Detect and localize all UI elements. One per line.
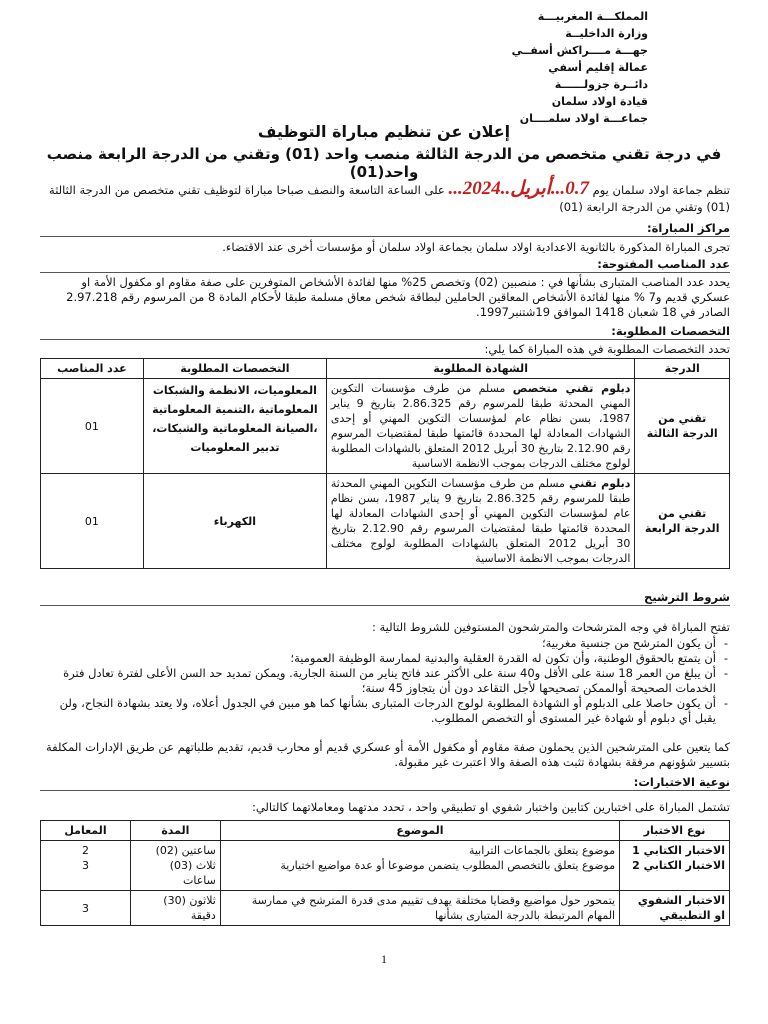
- count-cell: 01: [41, 474, 144, 569]
- page-title: إعلان عن تنظيم مباراة التوظيف: [257, 122, 511, 141]
- subject-cell: [220, 891, 619, 926]
- list-item: - أن يكون حاصلا على الدبلوم أو الشهادة المطلوبة لولوج الدرجات المتبارى بشأنها كما هو مبين في الجدول أعلاه، ولا يعتد بشهادة النجاح، ولن يقبل أي دبلوم أو شهادة غير المستوى أو التخصص المطلوب.: [40, 696, 730, 726]
- intro-paragraph: [40, 180, 730, 216]
- conditions-list-wrap: [40, 636, 730, 726]
- specialties-intro: تحدد التخصصات المطلوبة في هذه المباراة كما يلي:: [484, 342, 730, 356]
- subject: يتمحور حول مواضيع وقضايا مختلفة يهدف تقييم مدى قدرة المترشح في ممارسة المهام المرتبطة بالدرجة المتبارى بشأنها: [251, 894, 616, 922]
- duration: ساعتين (02): [155, 844, 216, 857]
- section-conditions: شروط الترشيح: [40, 590, 730, 606]
- grade-cell: تقني من الدرجة الرابعة: [635, 474, 730, 569]
- col-header-subject: الموضوع: [220, 821, 619, 841]
- grade-cell: تقني من الدرجة الثالثة: [635, 379, 730, 474]
- test-type: الاختبار الكتابي 1: [632, 844, 725, 857]
- diploma-text: مسلم من طرف مؤسسات التكوين المهني المحدثة طبقا للمرسوم رقم 2.86.325 بتاريخ 9 يناير 1987، بسن نظام عام لمؤسسات التكوين المهني أو إحدى الشهادات المعادلة لها المحددة قائمتها طبقا لمقتضيات المرسوم رقم 2.12.90 بتاريخ 30 أبريل 2012 المتعلق بالشهادات المطلوبة لولوج مختلف الدرجات بموجب الانظمة الاساسية: [330, 477, 631, 565]
- col-header-duration: المدة: [130, 821, 220, 841]
- col-header-coefficient: المعامل: [41, 821, 131, 841]
- test-type: الاختبار الشفوي او التطبيقي: [637, 894, 725, 922]
- diploma-cell: [326, 474, 635, 569]
- section-centers: مراكز المباراة:: [40, 221, 730, 237]
- posts-text: يحدد عدد المناصب المتبارى بشأنها في : منصبين (02) وتخصص 25% منها لفائدة الأشخاص المتوفرين على صفة مقاوم او مكفول الأمة او عسكري قديم و7 % منها لفائدة الأشخاص المعاقين الحاملين لبطاقة شخص معاق مسلمة طبقا لأحكام المادة 8 من المرسوم رقم 2.97.218 الصادر في 18 شعبان 1418 الموافق 19شتنبر1997.: [66, 275, 730, 319]
- header-block: [408, 8, 648, 127]
- intro-before: تنظم جماعة اولاد سلمان يوم: [592, 183, 730, 197]
- header-line: وزارة الداخليــة: [565, 27, 648, 40]
- list-item: - أن يتمتع بالحقوق الوطنية، وأن تكون له القدرة العقلية والبدنية لممارسة الوظيفة العمومية؛: [40, 651, 730, 666]
- duration-cell: [130, 891, 220, 926]
- centers-text: تجرى المباراة المذكورة بالثانوية الاعدادية اولاد سلمان بجماعة اولاد سلمان أو مؤسسات أخرى عند الاقتضاء.: [222, 240, 730, 254]
- diploma-text: مسلم من طرف مؤسسات التكوين المهني المحدثة طبقا للمرسوم رقم 2.86.325 بتاريخ 9 يناير 1987، بسن نظام عام لمؤسسات التكوين المهني أو إحدى الشهادات المعادلة لها المحددة قائمتها طبقا لمقتضيات المرسوم رقم 2.12.90 بتاريخ 30 أبريل 2012 المتعلق بالشهادات المطلوبة لولوج مختلف الدرجات بموجب الانظمة الاساسية: [330, 382, 631, 470]
- tests-table: [40, 820, 730, 926]
- subject: موضوع يتعلق بالجماعات الترابية: [468, 844, 616, 857]
- coefficient: 2: [81, 844, 89, 857]
- test-type-cell: [620, 891, 730, 926]
- header-line: المملكـــة المغربيـــة: [537, 10, 648, 23]
- test-type-cell: [620, 841, 730, 891]
- table-row: [41, 841, 730, 891]
- coefficient: 3: [81, 859, 89, 872]
- diploma-title: دبلوم تقني متخصص: [512, 382, 631, 395]
- specialties-table: [40, 358, 730, 569]
- header-line: عمالة إقليم أسفي: [548, 61, 648, 74]
- conditions-intro: تفتح المباراة في وجه المترشحات والمترشحون المستوفين للشروط التالية :: [371, 620, 730, 634]
- coefficient-cell: [41, 891, 131, 926]
- coefficient-cell: [41, 841, 131, 891]
- col-header-specialty: التخصصات المطلوبة: [143, 359, 326, 379]
- section-specialties: التخصصات المطلوبة:: [40, 324, 730, 340]
- subject-cell: [220, 841, 619, 891]
- section-posts: عدد المناصب المفتوحة:: [40, 257, 730, 273]
- page-subtitle: في درجة تقني متخصص من الدرجة الثالثة منصب واحد (01) وتقني من الدرجة الرابعة منصب واحد(01): [46, 145, 722, 181]
- coefficient: 3: [81, 901, 89, 915]
- count-cell: 01: [41, 379, 144, 474]
- col-header-count: عدد المناصب: [41, 359, 144, 379]
- section-tests: نوعية الاختبارات:: [40, 775, 730, 791]
- col-header-grade: الدرجة: [635, 359, 730, 379]
- diploma-cell: [326, 379, 635, 474]
- specialty-cell: الكهرباء: [143, 474, 326, 569]
- exam-date: 0.7...أبريل..2024...: [448, 178, 589, 199]
- subject: موضوع يتعلق بالتخصص المطلوب يتضمن موضوعا أو عدة مواضيع اختيارية: [280, 859, 616, 872]
- header-line: جهـــة مــــراكش أسفــي: [511, 44, 648, 57]
- list-item: - أن يبلغ من العمر 18 سنة على الأقل و40 سنة على الأكثر عند فاتح يناير من السنة الجارية. ويمكن تمديد حد السن الأعلى لفترة تعادل فترة الخدمات الصحيحة أوالممكن تصحيحها لأجل التقاعد دون أن يتجاوز 45 سنة؛: [40, 666, 730, 696]
- diploma-title: دبلوم تقني: [569, 477, 631, 490]
- table-row: [41, 379, 730, 474]
- table-row: [41, 474, 730, 569]
- specialty-cell: المعلوميات، الانظمة والشبكات المعلوماتية ،التنمية المعلوماتية ،الصيانة المعلوماتية والشبكات، تدبير المعلوميات: [143, 379, 326, 474]
- header-line: قيادة اولاد سلمان: [551, 95, 648, 108]
- col-header-test-type: نوع الاختبار: [620, 821, 730, 841]
- table-row: [41, 891, 730, 926]
- duration: ثلاث (03) ساعات: [169, 859, 216, 887]
- conditions-list: [40, 636, 730, 726]
- test-type: الاختبار الكتابي 2: [632, 859, 725, 872]
- page-number: 1: [381, 952, 387, 966]
- tests-intro: تشتمل المباراة على اختبارين كتابين واختبار شفوي او تطبيقي واحد ، تحدد مدتهما ومعاملاتهما كالتالي:: [251, 800, 730, 814]
- header-line: دائــرة جزولــــــة: [554, 78, 648, 91]
- duration-cell: [130, 841, 220, 891]
- intro-after: على الساعة التاسعة والنصف صباحا مباراة لتوظيف تقني متخصص من الدرجة الثالثة (01) وتقني من الدرجة الرابعة (01): [49, 183, 730, 214]
- list-item: - أن يكون المترشح من جنسية مغربية؛: [40, 636, 730, 651]
- header-line: جماعـــة اولاد سلمــــان: [519, 112, 648, 125]
- col-header-diploma: الشهادة المطلوبة: [326, 359, 635, 379]
- conditions-note: كما يتعين على المترشحين الذين يحملون صفة مقاوم أو مكفول الأمة أو عسكري قديم أو محارب قديم، تقديم طلباتهم عن طريق الإدارات المكلفة بتسيير شؤونهم مرفقة بشهادة تثبت هذه الصفة والا اعتبرت غير مقبولة.: [45, 740, 730, 769]
- duration: ثلاثون (30) دقيقة: [163, 894, 216, 922]
